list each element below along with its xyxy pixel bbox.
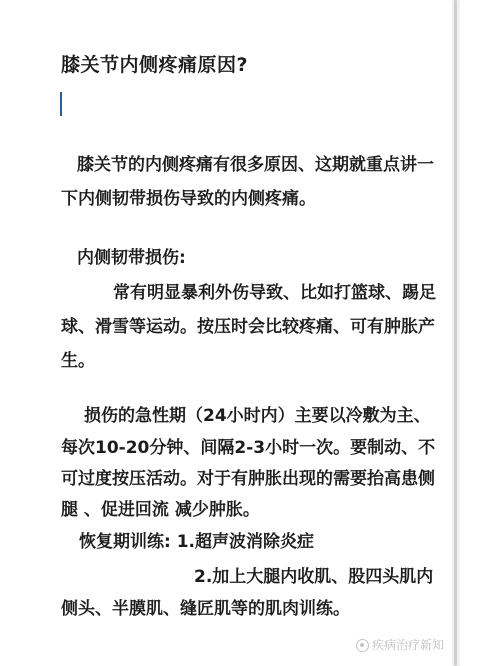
section-heading: 内侧韧带损伤:: [77, 248, 186, 268]
paragraph-line: 生。: [61, 351, 95, 371]
paragraph-line: 膝关节的内侧疼痛有很多原因、这期就重点讲一: [77, 155, 434, 175]
recovery-training-line: 恢复期训练: 1.超声波消除炎症: [79, 532, 315, 552]
paragraph-line: 腿 、促进回流 减少肿胀。: [61, 500, 260, 520]
paragraph-line: 常有明显暴利外伤导致、比如打篮球、踢足: [113, 283, 436, 303]
paragraph-line: 每次10-20分钟、间隔2-3小时一次。要制动、不: [61, 438, 436, 458]
paragraph-line: 侧头、半膜肌、缝匠肌等的肌肉训练。: [61, 599, 350, 619]
watermark-text: 疾病治疗新知: [372, 638, 445, 652]
paragraph-line: 损伤的急性期（24小时内）主要以冷敷为主、: [84, 406, 431, 426]
paragraph-line: 下内侧韧带损伤导致的内侧疼痛。: [61, 189, 316, 209]
scrollbar-thumb[interactable]: [454, 0, 457, 666]
paragraph-line: 2.加上大腿内收肌、股四头肌内: [194, 567, 434, 587]
brand-icon: [356, 639, 369, 652]
paragraph-line: 球、滑雪等运动。按压时会比较疼痛、可有肿胀产: [61, 317, 435, 337]
page-title: 膝关节内侧疼痛原因?: [61, 54, 249, 76]
right-margin: [460, 0, 500, 666]
watermark: [356, 636, 444, 653]
paragraph-line: 可过度按压活动。对于有肿胀出现的需要抬高患侧: [61, 469, 435, 489]
text-cursor: [60, 92, 62, 116]
